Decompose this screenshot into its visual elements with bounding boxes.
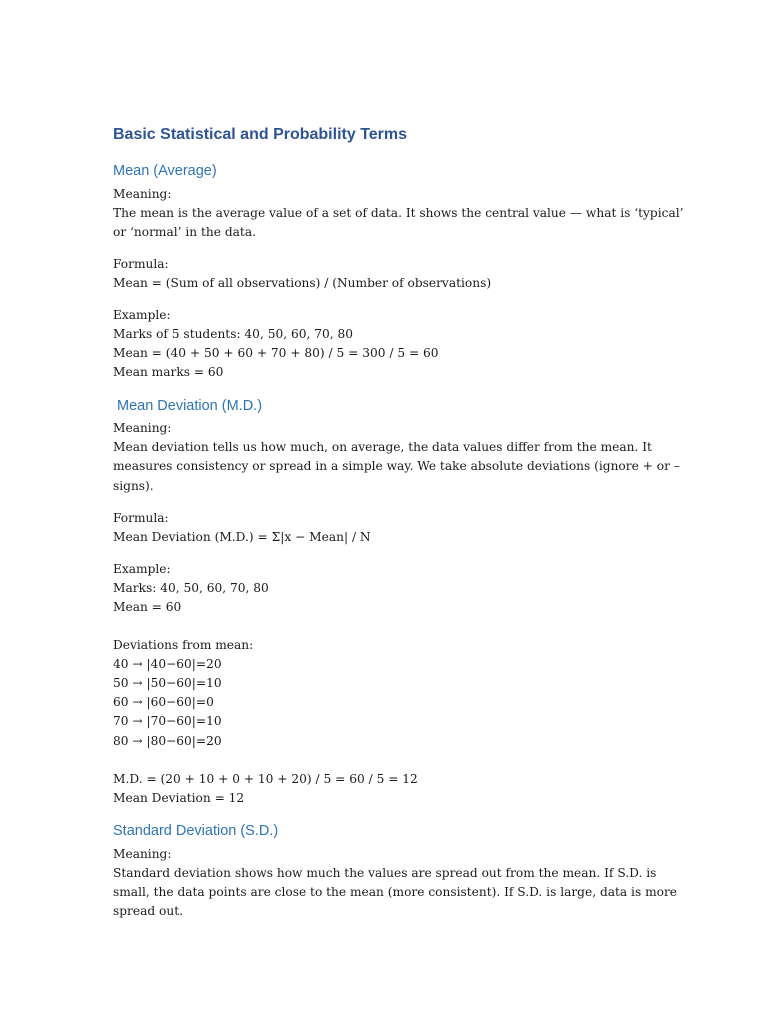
deviation-line: 70 → |70−60|=10	[113, 714, 222, 728]
example-line: Marks of 5 students: 40, 50, 60, 70, 80	[113, 327, 353, 341]
example-line: Mean = (40 + 50 + 60 + 70 + 80) / 5 = 300 / 5 = 60	[113, 346, 439, 360]
meaning-text-line: Standard deviation shows how much the values are spread out from the mean. If S.D. is	[113, 866, 657, 880]
deviation-line: 60 → |60−60|=0	[113, 695, 214, 709]
example-line: Mean = 60	[113, 600, 182, 614]
section-heading-mean-deviation: Mean Deviation (M.D.)	[117, 398, 263, 414]
meaning-label: Meaning:	[113, 421, 172, 435]
example-line: Mean marks = 60	[113, 365, 224, 379]
meaning-text-line: measures consistency or spread in a simple way. We take absolute deviations (ignore + or –	[113, 459, 680, 473]
deviation-line: 50 → |50−60|=10	[113, 676, 222, 690]
meaning-text-line: The mean is the average value of a set of data. It shows the central value — what is ‘typical’	[113, 206, 684, 220]
formula-text: Mean = (Sum of all observations) / (Number of observations)	[113, 276, 492, 290]
example-label: Example:	[113, 562, 171, 576]
meaning-text-line: spread out.	[113, 904, 183, 918]
section-heading-standard-deviation: Standard Deviation (S.D.)	[113, 823, 279, 839]
meaning-text-line: Mean deviation tells us how much, on average, the data values differ from the mean. It	[113, 440, 652, 454]
example-label: Example:	[113, 308, 171, 322]
deviations-label: Deviations from mean:	[113, 638, 254, 652]
meaning-text-line: or ‘normal’ in the data.	[113, 225, 256, 239]
formula-label: Formula:	[113, 511, 169, 525]
section-heading-mean: Mean (Average)	[113, 163, 217, 179]
meaning-label: Meaning:	[113, 847, 172, 861]
meaning-label: Meaning:	[113, 187, 172, 201]
deviation-line: 40 → |40−60|=20	[113, 657, 222, 671]
meaning-text-line: small, the data points are close to the mean (more consistent). If S.D. is large, data is more	[113, 885, 678, 899]
result-line: M.D. = (20 + 10 + 0 + 10 + 20) / 5 = 60 / 5 = 12	[113, 772, 418, 786]
result-line: Mean Deviation = 12	[113, 791, 245, 805]
example-line: Marks: 40, 50, 60, 70, 80	[113, 581, 269, 595]
formula-text: Mean Deviation (M.D.) = Σ|x − Mean| / N	[113, 530, 371, 544]
formula-label: Formula:	[113, 257, 169, 271]
meaning-text-line: signs).	[113, 479, 154, 493]
page-title: Basic Statistical and Probability Terms	[113, 126, 408, 143]
deviation-line: 80 → |80−60|=20	[113, 734, 222, 748]
